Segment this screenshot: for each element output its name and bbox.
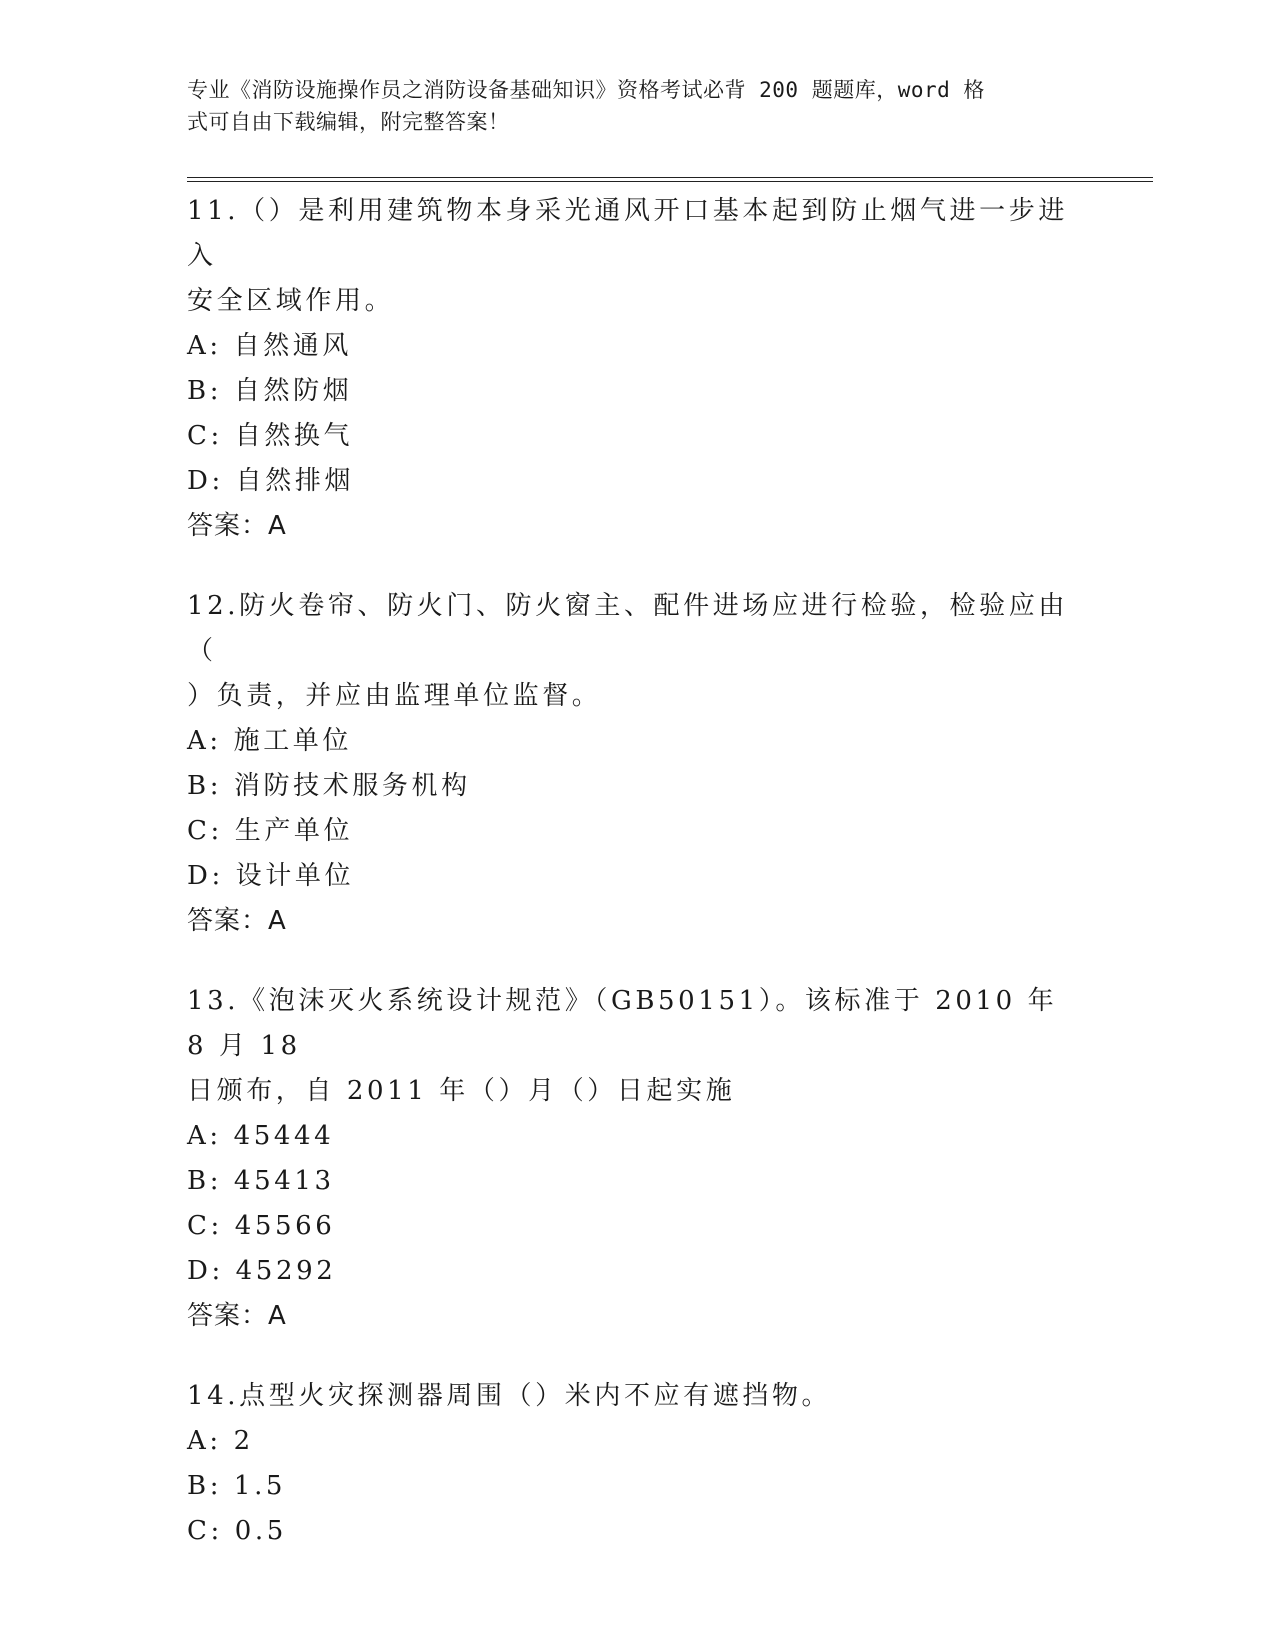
option-b: B: 1.5	[187, 1471, 287, 1501]
answer-label: 答案：A	[187, 511, 287, 541]
header-line-2: 式可自由下载编辑，附完整答案！	[187, 110, 510, 134]
question-text-line: 12.防火卷帘、防火门、防火窗主、配件进场应进行检验，检验应由（	[187, 591, 1068, 666]
option-a: A: 45444	[187, 1121, 335, 1151]
question-text-line: 11.（）是利用建筑物本身采光通风开口基本起到防止烟气进一步进入	[187, 196, 1068, 271]
header-divider-top	[187, 177, 1153, 178]
question-text-line: 日颁布，自 2011 年（）月（）日起实施	[187, 1076, 736, 1106]
question-text-line: 13.《泡沫灭火系统设计规范》（GB50151）。该标准于 2010 年 8 月 18	[187, 986, 1070, 1061]
answer-label: 答案：A	[187, 1301, 287, 1331]
document-header	[187, 74, 1067, 138]
question-13	[187, 979, 1087, 1339]
question-text-line: 安全区域作用。	[187, 286, 395, 316]
answer-label: 答案：A	[187, 906, 287, 936]
option-b: B: 45413	[187, 1166, 335, 1196]
option-c: C: 45566	[187, 1211, 336, 1241]
question-14	[187, 1374, 1087, 1554]
option-c: C: 生产单位	[187, 816, 354, 846]
option-a: A: 自然通风	[187, 331, 353, 361]
option-b: B: 消防技术服务机构	[187, 771, 471, 801]
option-d: D: 自然排烟	[187, 466, 355, 496]
option-a: A: 2	[187, 1426, 254, 1456]
question-11	[187, 189, 1087, 549]
question-text-line: ）负责，并应由监理单位监督。	[187, 681, 602, 711]
question-list	[187, 189, 1087, 1589]
option-b: B: 自然防烟	[187, 376, 353, 406]
header-divider-bottom	[187, 181, 1153, 182]
option-d: D: 设计单位	[187, 861, 355, 891]
option-c: C: 自然换气	[187, 421, 354, 451]
option-a: A: 施工单位	[187, 726, 353, 756]
question-text-line: 14.点型火灾探测器周围（）米内不应有遮挡物。	[187, 1381, 832, 1411]
option-c: C: 0.5	[187, 1516, 287, 1546]
question-12	[187, 584, 1087, 944]
header-line-1: 专业《消防设施操作员之消防设备基础知识》资格考试必背 200 题题库，word 格	[187, 78, 985, 102]
option-d: D: 45292	[187, 1256, 337, 1286]
